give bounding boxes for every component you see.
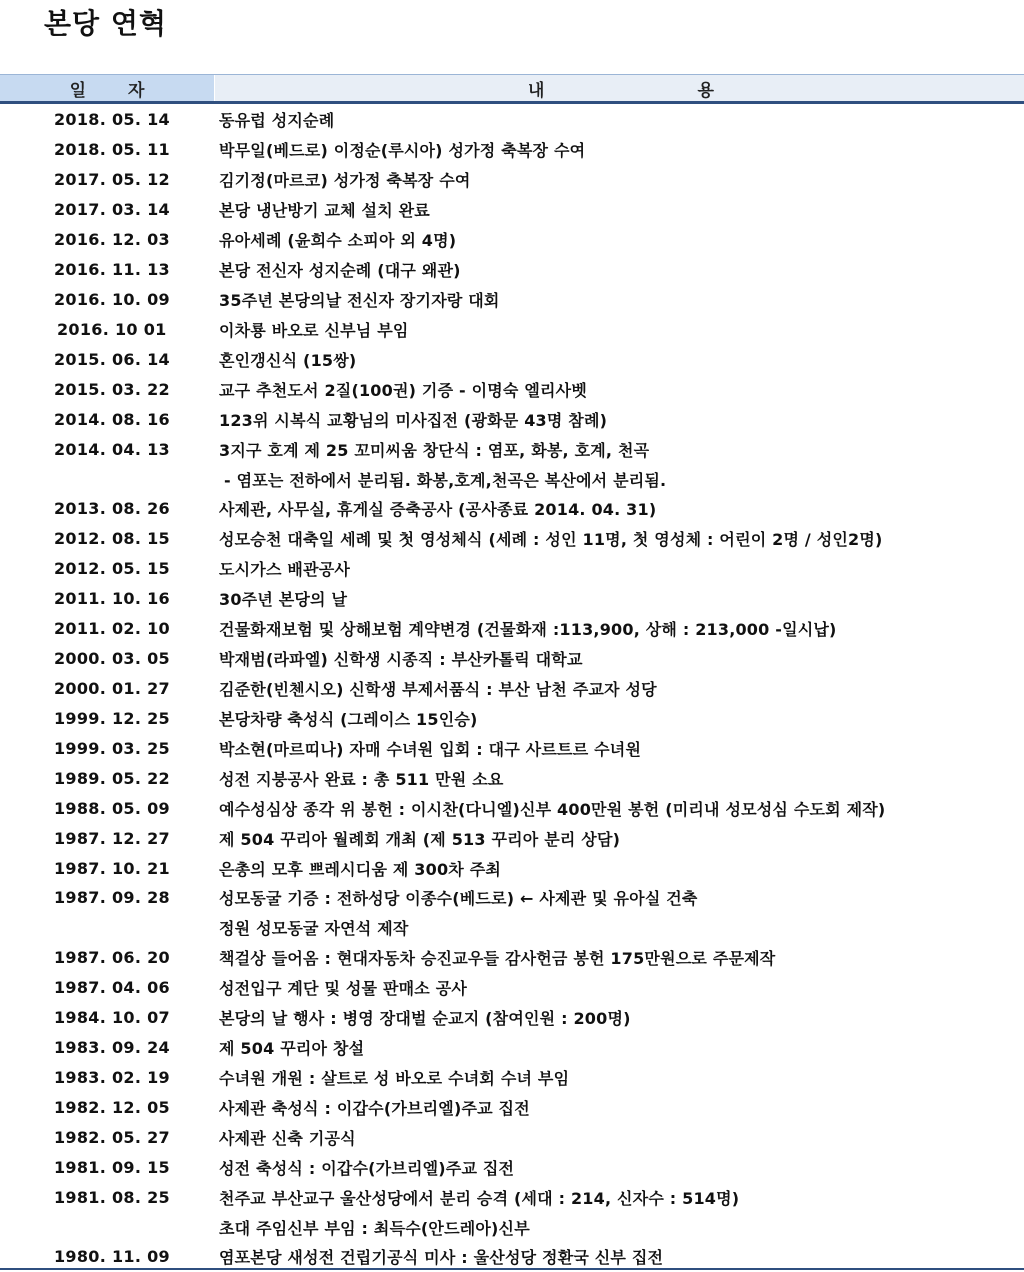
table-row — [0, 285, 1024, 315]
table-row — [0, 404, 1024, 434]
row-content: 김준한(빈첸시오) 신학생 부제서품식 : 부산 남천 주교자 성당 — [219, 679, 657, 699]
row-content: 김기정(마르코) 성가정 축복장 수여 — [219, 171, 471, 191]
table-row — [0, 1152, 1024, 1182]
table-row — [0, 1182, 1024, 1212]
table-row — [0, 314, 1024, 344]
row-date: 1999. 12. 25 — [54, 708, 170, 728]
row-content: 천주교 부산교구 울산성당에서 분리 승격 (세대 : 214, 신자수 : 514명) — [219, 1188, 740, 1208]
row-date: 1983. 02. 19 — [54, 1067, 170, 1087]
table-row — [0, 823, 1024, 853]
table-row — [0, 135, 1024, 165]
row-content: 도시가스 배관공사 — [219, 560, 351, 580]
row-content: 수녀원 개원 : 살트로 성 바오로 수녀회 수녀 부임 — [219, 1068, 570, 1088]
row-content: 성전 축성식 : 이갑수(가브리엘)주교 집전 — [219, 1158, 515, 1178]
table-row — [0, 913, 1024, 943]
header-date-char-2: 자 — [128, 80, 145, 101]
page-title: 본당 연혁 — [44, 7, 167, 40]
row-date: 1987. 06. 20 — [54, 948, 170, 968]
row-content: 사제관 신축 기공식 — [219, 1128, 356, 1148]
row-content: 본당 냉난방기 교체 설치 완료 — [219, 201, 430, 221]
table-row — [0, 524, 1024, 554]
row-date: 2000. 03. 05 — [54, 649, 170, 669]
table-row — [0, 195, 1024, 225]
table-row — [0, 344, 1024, 374]
table-row — [0, 1122, 1024, 1152]
row-content: 35주년 본당의날 전신자 장기자랑 대회 — [219, 290, 500, 310]
table-row — [0, 1033, 1024, 1063]
row-date: 1981. 08. 25 — [54, 1187, 170, 1207]
table-row — [0, 105, 1024, 135]
table-row — [0, 1212, 1024, 1242]
table-row — [0, 374, 1024, 404]
table-row — [0, 644, 1024, 674]
row-content: 유아세례 (윤희수 소피아 외 4명) — [219, 231, 457, 251]
row-date: 1987. 04. 06 — [54, 978, 170, 998]
row-date: 2014. 04. 13 — [54, 439, 170, 459]
row-content: 박재범(라파엘) 신학생 시종직 : 부산카톨릭 대학교 — [219, 650, 583, 670]
row-date: 2018. 05. 11 — [54, 140, 170, 160]
table-row — [0, 1063, 1024, 1093]
row-date: 1982. 05. 27 — [54, 1127, 170, 1147]
row-date: 1983. 09. 24 — [54, 1038, 170, 1058]
row-date: 1999. 03. 25 — [54, 738, 170, 758]
row-content: 박소현(마르띠나) 자매 수녀원 입회 : 대구 사르트르 수녀원 — [219, 739, 642, 759]
table-row — [0, 853, 1024, 883]
row-date: 2015. 03. 22 — [54, 379, 170, 399]
row-content: 초대 주임신부 부임 : 최득수(안드레아)신부 — [219, 1218, 530, 1238]
table-row — [0, 943, 1024, 973]
row-content: 교구 추천도서 2질(100권) 기증 - 이명숙 엘리사벳 — [219, 380, 587, 400]
header-date-char-1: 일 — [69, 80, 86, 101]
row-date: 2000. 01. 27 — [54, 678, 170, 698]
header-date-column — [0, 75, 215, 101]
table-row — [0, 494, 1024, 524]
row-date: 1987. 09. 28 — [54, 888, 170, 908]
table-row — [0, 973, 1024, 1003]
row-content: 정원 성모동굴 자연석 제작 — [219, 919, 409, 939]
row-content: 동유럽 성지순례 — [219, 111, 335, 131]
header-content-char-1: 내 — [528, 80, 545, 101]
row-date: 1980. 11. 09 — [54, 1247, 170, 1267]
table-row — [0, 883, 1024, 913]
row-date: 2016. 12. 03 — [54, 230, 170, 250]
row-content: 혼인갱신식 (15쌍) — [219, 350, 357, 370]
row-content: 3지구 호계 제 25 꼬미씨움 창단식 : 염포, 화봉, 호계, 천곡 — [219, 440, 650, 460]
table-bottom-border — [0, 1268, 1024, 1270]
row-content: 건물화재보험 및 상해보험 계약변경 (건물화재 :113,900, 상해 : 213,000 -일시납) — [219, 620, 837, 640]
table-row — [0, 703, 1024, 733]
row-content: 제 504 꾸리아 월례회 개최 (제 513 꾸리아 분리 상담) — [219, 829, 621, 849]
row-date: 2012. 05. 15 — [54, 559, 170, 579]
table-row — [0, 793, 1024, 823]
row-date: 1987. 10. 21 — [54, 858, 170, 878]
table-row — [0, 1003, 1024, 1033]
row-content: 박무일(베드로) 이정순(루시아) 성가정 축복장 수여 — [219, 141, 586, 161]
row-content: 성모승천 대축일 세례 및 첫 영성체식 (세례 : 성인 11명, 첫 영성체 : 어린이 2명 / 성인2명) — [219, 530, 883, 550]
row-date: 2013. 08. 26 — [54, 499, 170, 519]
row-content: 제 504 꾸리아 창설 — [219, 1039, 365, 1059]
history-table-body — [0, 105, 1024, 1272]
row-date: 2017. 03. 14 — [54, 200, 170, 220]
row-content: 본당의 날 행사 : 병영 장대벌 순교지 (참여인원 : 200명) — [219, 1009, 631, 1029]
row-date: 2011. 02. 10 — [54, 619, 170, 639]
row-date: 2015. 06. 14 — [54, 349, 170, 369]
row-content: - 염포는 전하에서 분리됨. 화봉,호계,천곡은 복산에서 분리됨. — [224, 470, 667, 490]
table-header — [0, 74, 1024, 104]
row-content: 본당차량 축성식 (그레이스 15인승) — [219, 709, 478, 729]
row-content: 본당 전신자 성지순례 (대구 왜관) — [219, 261, 461, 281]
row-content: 책걸상 들어옴 : 현대자동차 승진교우들 감사헌금 봉헌 175만원으로 주문제작 — [219, 949, 776, 969]
row-content: 사제관, 사무실, 휴게실 증축공사 (공사종료 2014. 04. 31) — [219, 500, 657, 520]
row-date: 1987. 12. 27 — [54, 828, 170, 848]
row-content: 성전입구 계단 및 성물 판매소 공사 — [219, 979, 468, 999]
row-content: 30주년 본당의 날 — [219, 590, 348, 610]
row-date: 2012. 08. 15 — [54, 529, 170, 549]
row-date: 2016. 11. 13 — [54, 260, 170, 280]
row-date: 2017. 05. 12 — [54, 170, 170, 190]
row-content: 염포본당 새성전 건립기공식 미사 : 울산성당 정환국 신부 집전 — [219, 1248, 664, 1268]
row-content: 성모동굴 기증 : 전하성당 이종수(베드로) ← 사제관 및 유아실 건축 — [219, 889, 698, 909]
row-content: 성전 지붕공사 완료 : 총 511 만원 소요 — [219, 769, 504, 789]
row-content: 이차룡 바오로 신부님 부임 — [219, 320, 409, 340]
row-date: 2016. 10 01 — [57, 319, 167, 339]
table-row — [0, 733, 1024, 763]
table-row — [0, 614, 1024, 644]
row-date: 1988. 05. 09 — [54, 798, 170, 818]
row-date: 2018. 05. 14 — [54, 110, 170, 130]
row-date: 1989. 05. 22 — [54, 768, 170, 788]
table-row — [0, 584, 1024, 614]
row-content: 123위 시복식 교황님의 미사집전 (광화문 43명 참례) — [219, 410, 608, 430]
table-row — [0, 674, 1024, 704]
table-row — [0, 225, 1024, 255]
row-date: 2011. 10. 16 — [54, 589, 170, 609]
table-row — [0, 1092, 1024, 1122]
row-date: 1984. 10. 07 — [54, 1008, 170, 1028]
table-row — [0, 554, 1024, 584]
header-content-column — [215, 75, 1024, 101]
row-content: 예수성심상 종각 위 봉헌 : 이시찬(다니엘)신부 400만원 봉헌 (미리내 성모성심 수도회 제작) — [219, 799, 886, 819]
table-row — [0, 255, 1024, 285]
row-date: 1982. 12. 05 — [54, 1097, 170, 1117]
header-content-char-2: 용 — [697, 80, 714, 101]
row-date: 1981. 09. 15 — [54, 1157, 170, 1177]
row-content: 은총의 모후 쁘레시디움 제 300차 주최 — [219, 859, 502, 879]
table-row — [0, 464, 1024, 494]
row-content: 사제관 축성식 : 이갑수(가브리엘)주교 집전 — [219, 1098, 530, 1118]
row-date: 2016. 10. 09 — [54, 289, 170, 309]
table-row — [0, 434, 1024, 464]
table-row — [0, 165, 1024, 195]
row-date: 2014. 08. 16 — [54, 409, 170, 429]
table-row — [0, 763, 1024, 793]
